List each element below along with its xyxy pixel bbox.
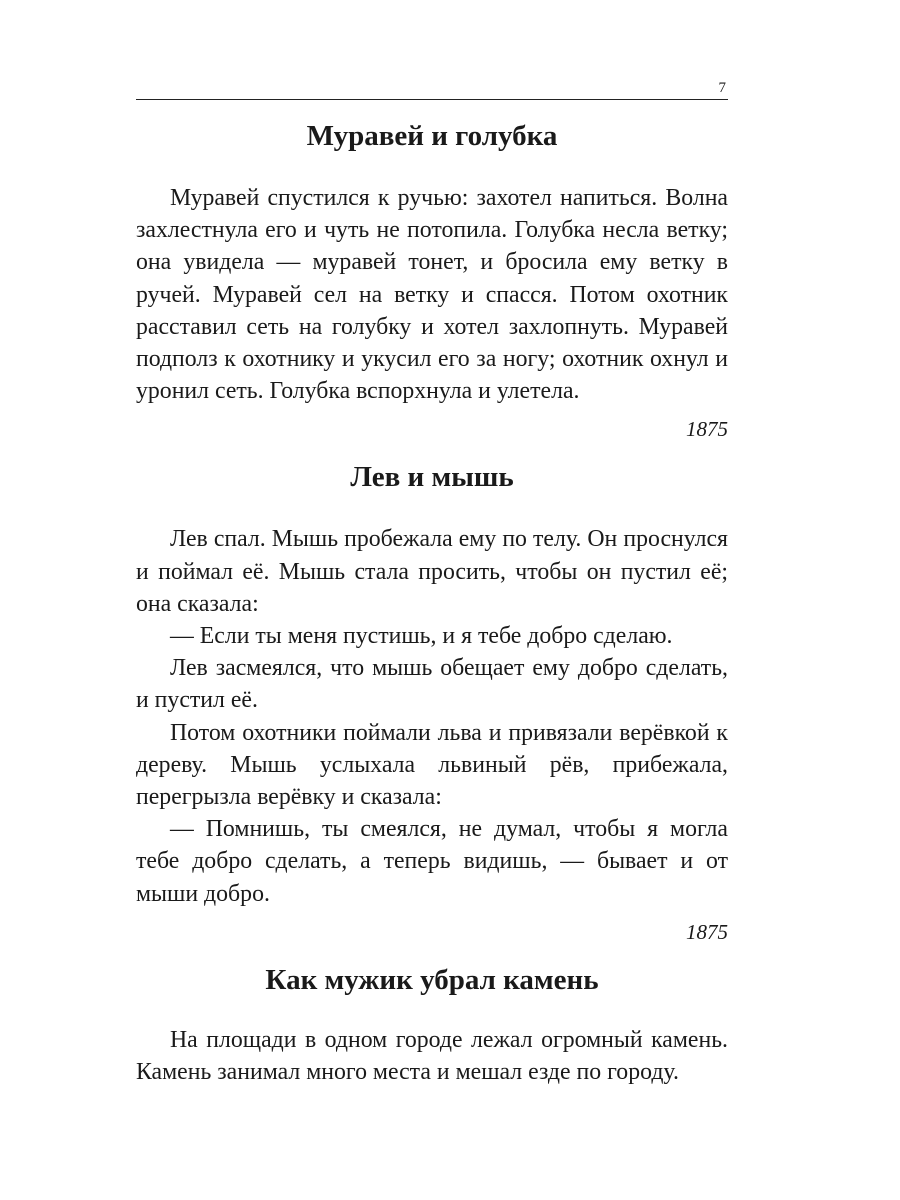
- page-content: [136, 118, 728, 1088]
- story-peasant-and-stone: [136, 962, 728, 1088]
- story-title: Как мужик убрал камень: [265, 963, 599, 996]
- story-ant-and-dove: [136, 118, 728, 443]
- story-year: 1875: [686, 919, 728, 944]
- story-body: [136, 523, 728, 909]
- page-header: [136, 70, 728, 102]
- story-paragraph: Муравей спустился к ручью: захотел напиться. Волна захлестнула его и чуть не потопила. Голубка несла ветку; она увидела — муравей тонет, и бросила ему ветку в ручей. Муравей сел на ветку и спасся. Потом охотник расставил сеть на голубку и хотел захлопнуть. Муравей подполз к охотнику и укусил его за ногу; охотник охнул и уронил сеть. Голубка вспорхнула и улетела.: [136, 185, 728, 405]
- story-title: Лев и мышь: [350, 461, 514, 494]
- book-page: [136, 0, 728, 1200]
- story-paragraph: Лев спал. Мышь пробежала ему по телу. Он проснулся и поймал её. Мышь стала просить, чтобы он пустил её; она сказала:: [136, 526, 728, 617]
- story-title: Муравей и голубка: [306, 120, 558, 152]
- story-paragraph: Потом охотники поймали льва и привязали верёвкой к дереву. Мышь услыхала львиный рёв, прибежала, перегрызла верёвку и сказала:: [136, 719, 728, 811]
- story-body: [136, 182, 728, 407]
- story-paragraph: — Если ты меня пустишь, и я тебе добро сделаю.: [170, 623, 673, 650]
- story-body: [136, 1024, 728, 1088]
- page-number: 7: [718, 80, 726, 96]
- story-paragraph: — Помнишь, ты смеялся, не думал, чтобы я могла тебе добро сделать, а теперь видишь, — бывает и от мыши добро.: [136, 816, 728, 907]
- story-lion-and-mouse: [136, 459, 728, 945]
- story-year: 1875: [686, 417, 728, 442]
- story-paragraph: На площади в одном городе лежал огромный камень. Камень занимал много места и мешал езде по городу.: [136, 1026, 728, 1086]
- story-paragraph: Лев засмеялся, что мышь обещает ему добро сделать, и пустил её.: [136, 655, 728, 714]
- header-rule: [136, 99, 728, 100]
